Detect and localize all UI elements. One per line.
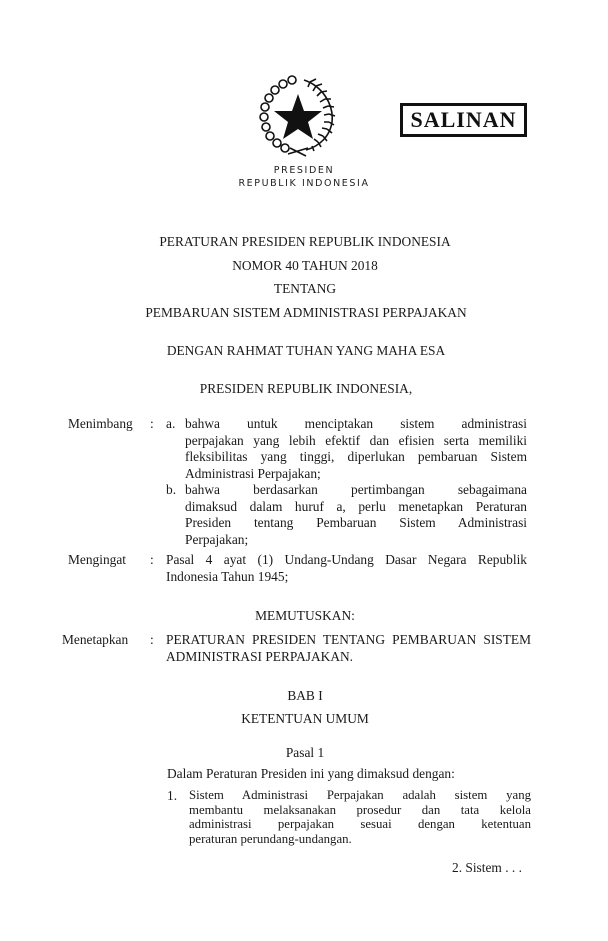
page-continuation: 2. Sistem . . . (452, 860, 522, 875)
mengingat-text (166, 552, 527, 585)
text-line: Administrasi Perpajakan; (185, 465, 321, 481)
bab-title: KETENTUAN UMUM (241, 711, 369, 726)
regulation-subject: PEMBARUAN SISTEM ADMINISTRASI PERPAJAKAN (145, 305, 467, 320)
office-line-2: REPUBLIK INDONESIA (238, 178, 370, 189)
menimbang-item-b (185, 482, 527, 548)
menimbang-colon: : (150, 416, 154, 431)
salinan-stamp: SALINAN (400, 103, 527, 137)
text-line: fleksibilitas yang tinggi, diperlukan pembaruan Sistem (185, 449, 527, 464)
text-line: dimaksud dalam huruf a, perlu menetapkan Peraturan (185, 498, 527, 514)
text-line: peraturan perundang-undangan. (189, 831, 352, 846)
menetapkan-label: Menetapkan (62, 632, 129, 647)
office-line-1: PRESIDEN (273, 165, 335, 176)
memutuskan-heading: MEMUTUSKAN: (255, 608, 355, 623)
text-line: PERATURAN PRESIDEN TENTANG PEMBARUAN SISTEM (166, 632, 531, 647)
authority: PRESIDEN REPUBLIK INDONESIA, (199, 381, 413, 396)
invocation: DENGAN RAHMAT TUHAN YANG MAHA ESA (166, 343, 446, 358)
text-line: Presiden tentang Pembaruan Sistem Administrasi (185, 515, 527, 530)
garuda-star-emblem-icon (252, 70, 344, 162)
text-line: perpajakan yang lebih efektif dan efisien serta memiliki (185, 432, 527, 448)
pasal-item-1 (189, 788, 531, 846)
pasal-intro: Dalam Peraturan Presiden ini yang dimaksud dengan: (167, 766, 455, 781)
menetapkan-colon: : (150, 632, 154, 647)
text-line: Perpajakan; (185, 531, 249, 547)
text-line: Indonesia Tahun 1945; (166, 568, 289, 584)
tentang-heading: TENTANG (273, 281, 337, 296)
text-line: bahwa berdasarkan pertimbangan sebagaimana (185, 482, 527, 497)
menimbang-item-a-letter: a. (166, 416, 176, 431)
regulation-title: PERATURAN PRESIDEN REPUBLIK INDONESIA (159, 234, 451, 249)
bab-number: BAB I (287, 688, 323, 703)
pasal-item-1-number: 1. (167, 788, 178, 803)
menetapkan-text (166, 632, 531, 665)
pasal-title: Pasal 1 (285, 745, 325, 760)
text-line: administrasi perpajakan sesuai dengan ketentuan (189, 817, 531, 831)
text-line: ADMINISTRASI PERPAJAKAN. (166, 648, 354, 664)
mengingat-label: Mengingat (68, 552, 127, 567)
text-line: membantu melaksanakan prosedur dan tata kelola (189, 802, 531, 817)
text-line: Pasal 4 ayat (1) Undang-Undang Dasar Negara Republik (166, 552, 527, 567)
mengingat-colon: : (150, 552, 154, 567)
regulation-number: NOMOR 40 TAHUN 2018 (232, 258, 378, 273)
menimbang-item-a (185, 416, 527, 482)
menimbang-item-b-letter: b. (166, 482, 177, 497)
menimbang-label: Menimbang (68, 416, 133, 431)
text-line: Sistem Administrasi Perpajakan adalah sistem yang (189, 788, 531, 802)
text-line: bahwa untuk menciptakan sistem administrasi (185, 416, 527, 431)
